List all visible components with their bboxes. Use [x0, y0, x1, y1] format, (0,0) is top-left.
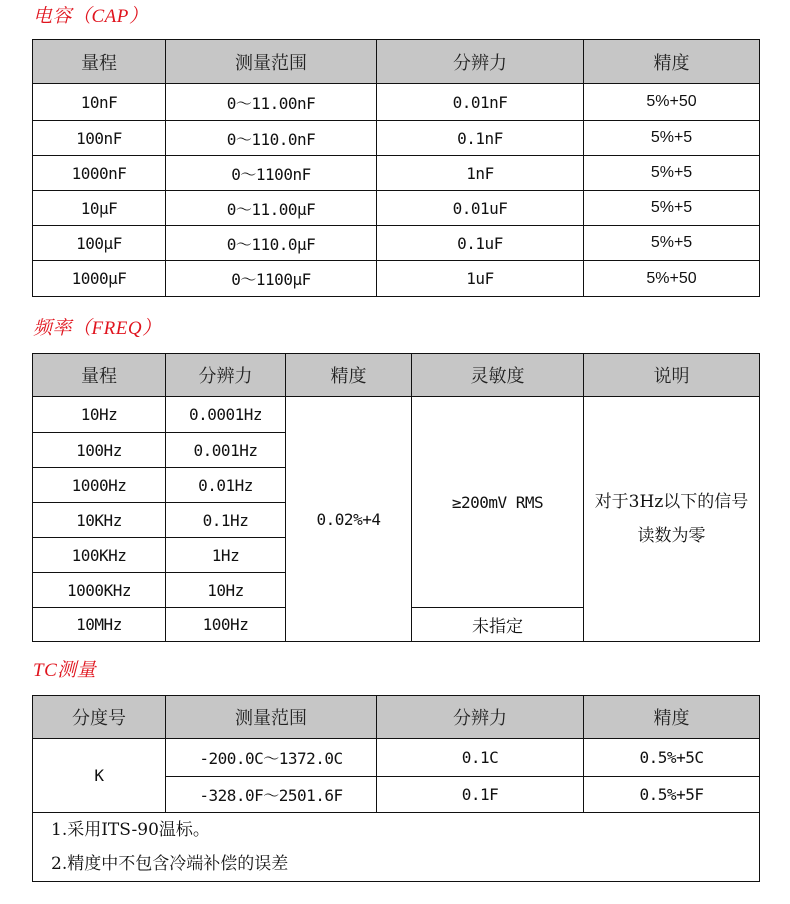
freq-header-sensitivity: 灵敏度 — [412, 354, 584, 397]
freq-resolution: 10Hz — [166, 573, 286, 608]
tc-header-type: 分度号 — [33, 696, 166, 739]
table-row — [33, 261, 760, 297]
freq-sensitivity: ≥200mV RMS — [412, 397, 584, 608]
tc-table — [32, 695, 760, 882]
tc-accuracy: 0.5%+5C — [584, 739, 760, 777]
section-title-cap: 电容（CAP） — [33, 6, 149, 27]
cap-resolution: 1nF — [377, 156, 584, 191]
table-row — [33, 156, 760, 191]
cap-range: 1000nF — [33, 156, 166, 191]
section-title-tc: TC测量 — [33, 660, 97, 681]
cap-resolution: 1uF — [377, 261, 584, 297]
tc-note-2: 2.精度中不包含冷端补偿的误差 — [51, 854, 289, 874]
tc-measure-range: -328.0F～2501.6F — [166, 777, 377, 813]
freq-range: 10MHz — [33, 608, 166, 642]
cap-accuracy: 5%+5 — [584, 226, 760, 261]
freq-resolution: 0.001Hz — [166, 433, 286, 468]
freq-description: 对于3Hz以下的信号读数为零 — [584, 397, 760, 642]
freq-range: 1000KHz — [33, 573, 166, 608]
cap-range: 10nF — [33, 84, 166, 121]
cap-resolution: 0.01uF — [377, 191, 584, 226]
tc-notes — [33, 813, 760, 882]
tc-header-accuracy: 精度 — [584, 696, 760, 739]
freq-resolution: 0.0001Hz — [166, 397, 286, 433]
cap-accuracy: 5%+5 — [584, 191, 760, 226]
cap-accuracy: 5%+50 — [584, 84, 760, 121]
table-row — [33, 121, 760, 156]
freq-header-description: 说明 — [584, 354, 760, 397]
section-title-freq: 频率（FREQ） — [33, 318, 162, 339]
cap-accuracy: 5%+5 — [584, 156, 760, 191]
cap-measure-range: 0～1100nF — [166, 156, 377, 191]
cap-range: 100μF — [33, 226, 166, 261]
freq-resolution: 0.1Hz — [166, 503, 286, 538]
cap-accuracy: 5%+50 — [584, 261, 760, 297]
tc-header-resolution: 分辨力 — [377, 696, 584, 739]
tc-header-measure-range: 测量范围 — [166, 696, 377, 739]
table-row — [33, 191, 760, 226]
freq-range: 1000Hz — [33, 468, 166, 503]
cap-resolution: 0.1uF — [377, 226, 584, 261]
table-row — [33, 226, 760, 261]
cap-resolution: 0.01nF — [377, 84, 584, 121]
cap-measure-range: 0～110.0μF — [166, 226, 377, 261]
tc-measure-range: -200.0C～1372.0C — [166, 739, 377, 777]
freq-table — [32, 353, 760, 642]
freq-resolution: 0.01Hz — [166, 468, 286, 503]
tc-notes-row — [33, 813, 760, 882]
cap-header-row — [33, 40, 760, 84]
cap-header-accuracy: 精度 — [584, 40, 760, 84]
table-row — [33, 397, 760, 433]
table-row — [33, 84, 760, 121]
cap-range: 10μF — [33, 191, 166, 226]
cap-range: 100nF — [33, 121, 166, 156]
freq-accuracy: 0.02%+4 — [286, 397, 412, 642]
cap-accuracy: 5%+5 — [584, 121, 760, 156]
cap-measure-range: 0～11.00nF — [166, 84, 377, 121]
table-row — [33, 739, 760, 777]
cap-header-measure-range: 测量范围 — [166, 40, 377, 84]
freq-range: 10Hz — [33, 397, 166, 433]
tc-resolution: 0.1C — [377, 739, 584, 777]
tc-type: K — [33, 739, 166, 813]
cap-range: 1000μF — [33, 261, 166, 297]
freq-header-row — [33, 354, 760, 397]
freq-header-range: 量程 — [33, 354, 166, 397]
cap-measure-range: 0～11.00μF — [166, 191, 377, 226]
tc-accuracy: 0.5%+5F — [584, 777, 760, 813]
freq-header-accuracy: 精度 — [286, 354, 412, 397]
cap-header-range: 量程 — [33, 40, 166, 84]
cap-resolution: 0.1nF — [377, 121, 584, 156]
tc-header-row — [33, 696, 760, 739]
freq-range: 10KHz — [33, 503, 166, 538]
freq-range: 100Hz — [33, 433, 166, 468]
freq-resolution: 1Hz — [166, 538, 286, 573]
cap-table — [32, 39, 760, 297]
freq-resolution: 100Hz — [166, 608, 286, 642]
freq-header-resolution: 分辨力 — [166, 354, 286, 397]
cap-header-resolution: 分辨力 — [377, 40, 584, 84]
freq-range: 100KHz — [33, 538, 166, 573]
tc-resolution: 0.1F — [377, 777, 584, 813]
freq-sensitivity-10mhz: 未指定 — [412, 608, 584, 642]
tc-note-1: 1.采用ITS-90温标。 — [51, 820, 210, 840]
cap-measure-range: 0～110.0nF — [166, 121, 377, 156]
cap-measure-range: 0～1100μF — [166, 261, 377, 297]
